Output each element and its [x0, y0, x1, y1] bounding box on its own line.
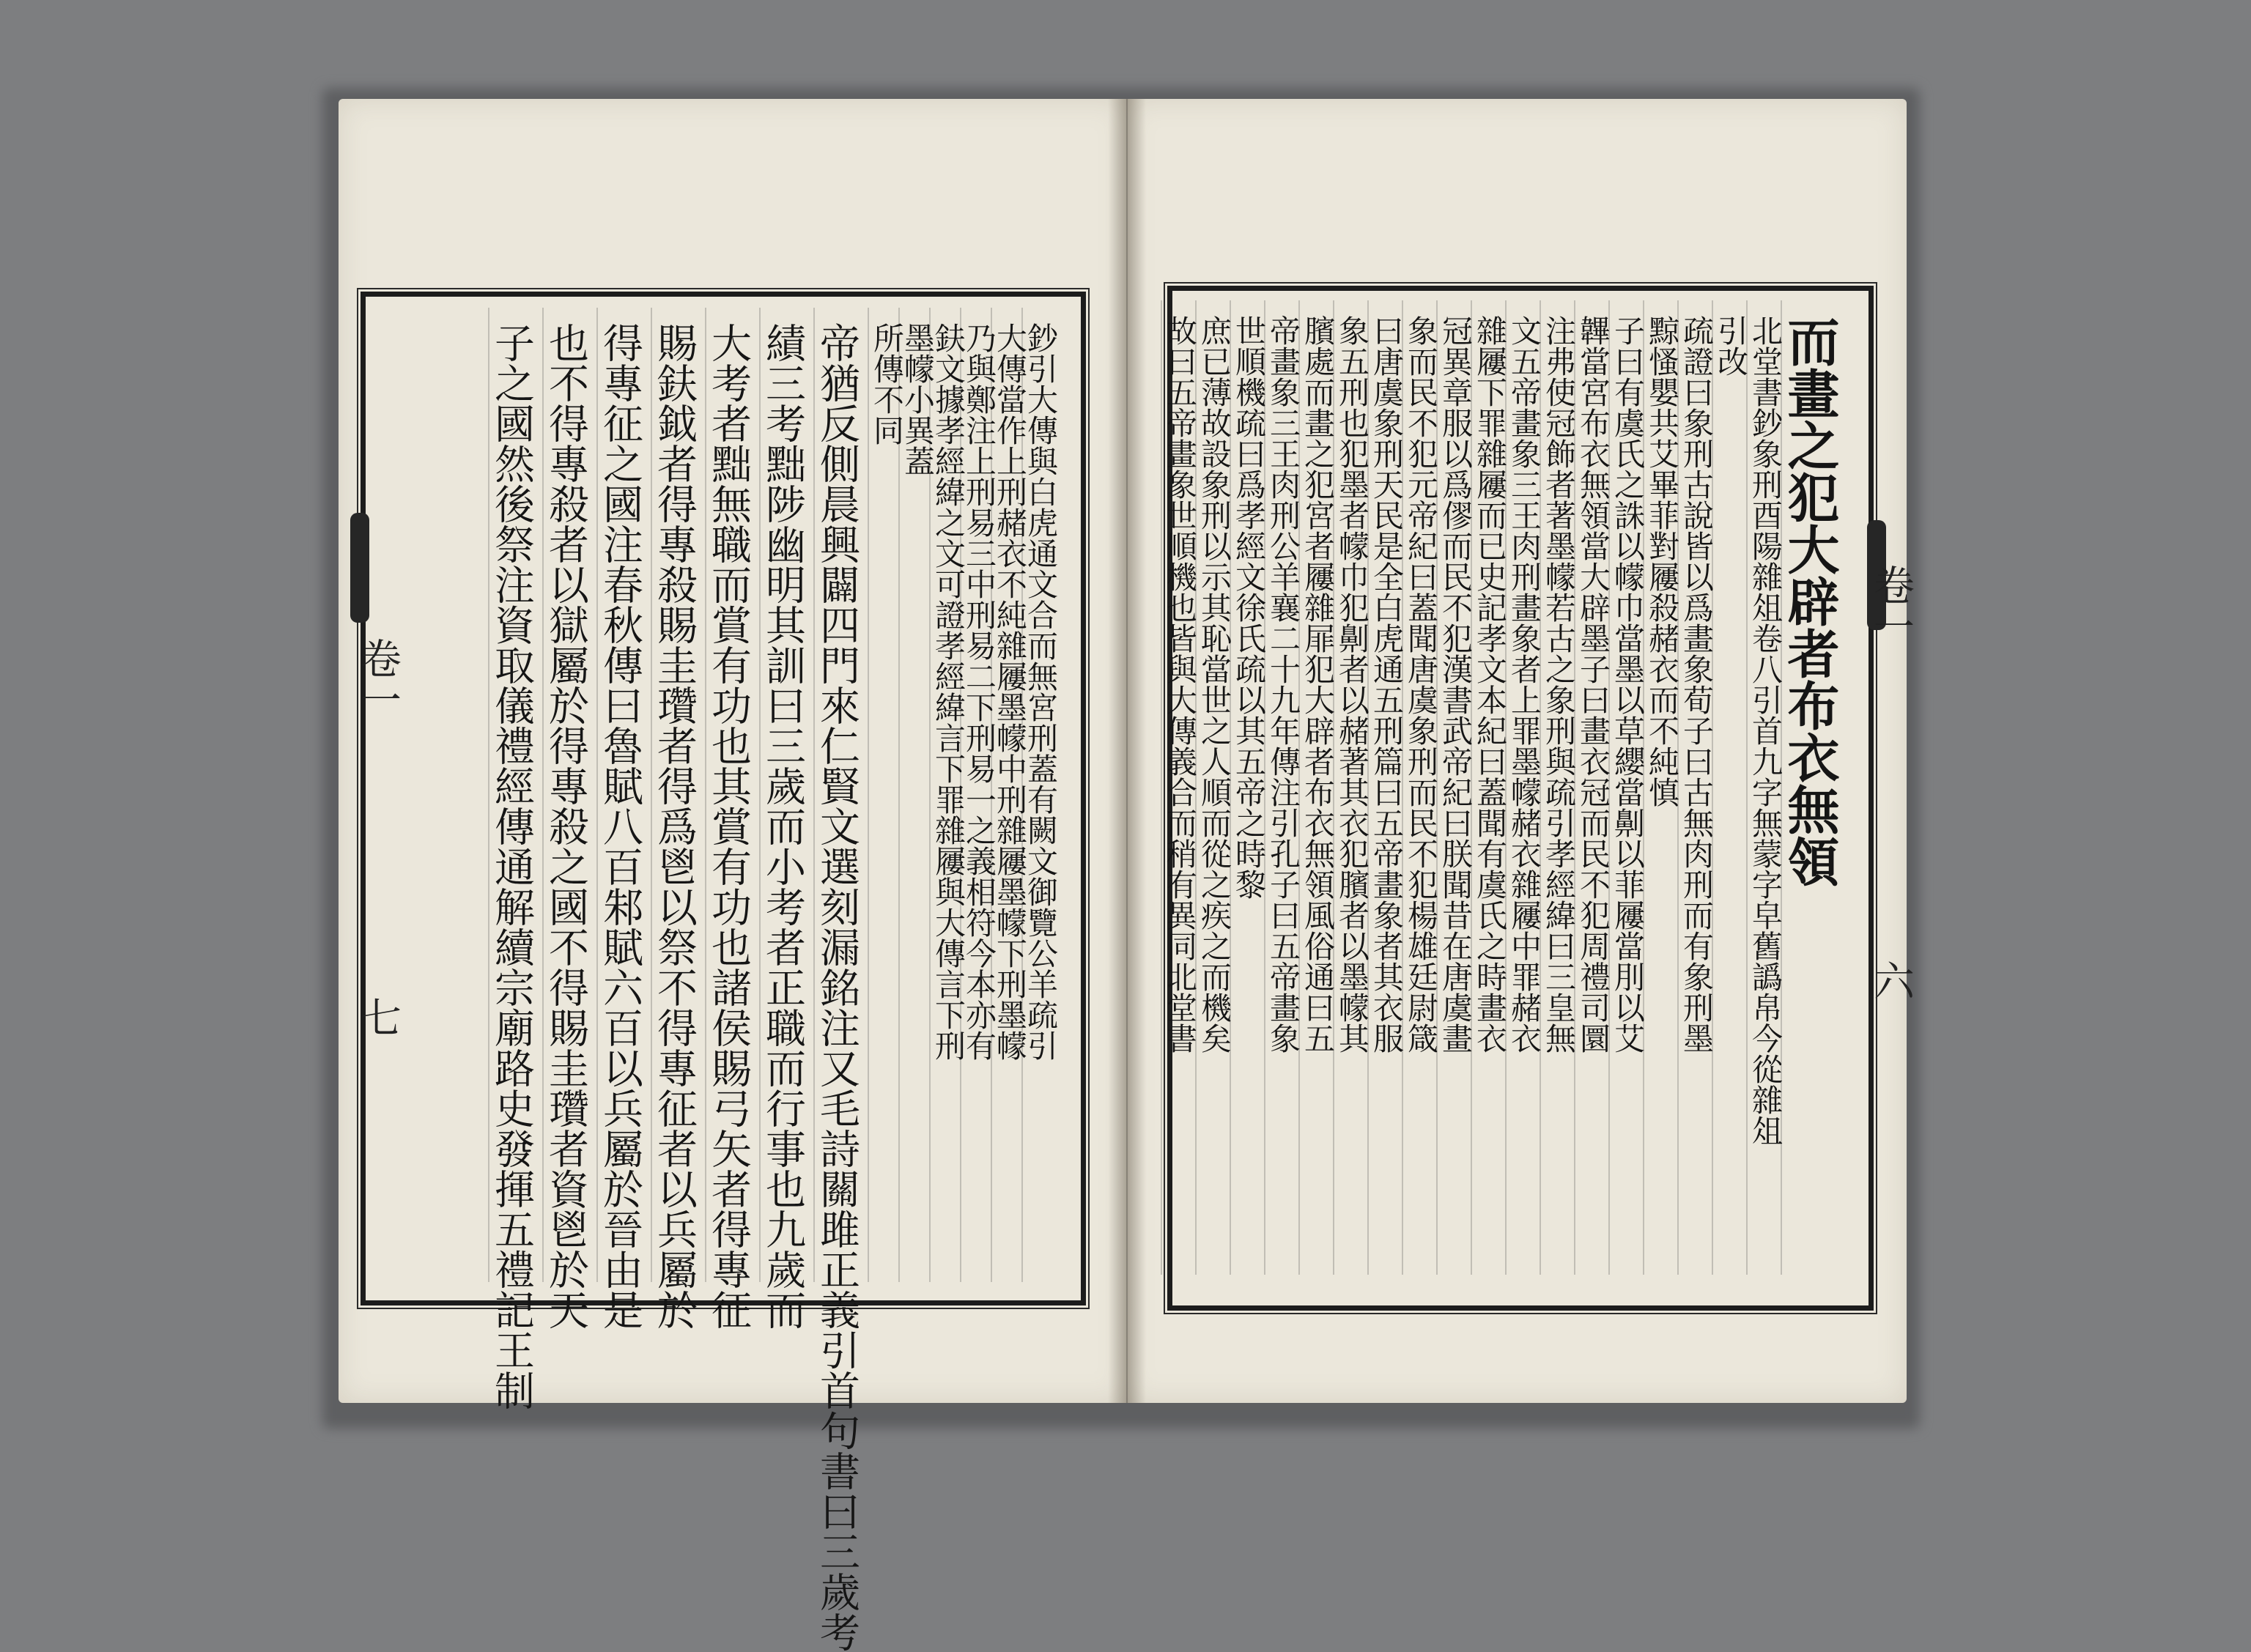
left_page-text-column: 大傳當作上刑赭衣不純雜屨墨幪中刑雜屨墨幪下刑墨幪	[992, 322, 1028, 1061]
left_page-column-rule	[542, 308, 544, 1282]
left-center-label: 卷一	[354, 637, 402, 719]
right_page-text-column: 曰唐虞象刑天民是全白虎通五刑篇曰五帝畫象者其衣服	[1369, 315, 1405, 1053]
right_page-column-rule	[1161, 300, 1162, 1275]
right_page-text-column: 引改	[1713, 315, 1749, 377]
right_page-text-column: 雜屨下罪雜屨而已史記孝文本紀曰蓋聞有虞氏之時畫衣	[1472, 315, 1508, 1053]
right_page-text-column: 文五帝畫象三王肉刑畫象者上罪墨幪赭衣雜屨中罪赭衣	[1507, 315, 1542, 1053]
left_page-text-column: 鈇文據孝經緯之文可證孝經緯言下罪雜屨與大傳言下刑	[931, 322, 966, 1061]
right_page-column-rule	[1746, 300, 1748, 1275]
left-fishtail-mark	[350, 513, 369, 623]
left_page-column-rule	[651, 308, 652, 1282]
left_page-column-rule	[898, 308, 900, 1282]
left_page-column-rule	[759, 308, 761, 1282]
left_page-column-rule	[868, 308, 869, 1282]
right_page-text-column: 北堂書鈔象刑酉陽雜俎卷八引首九字無蒙字皁舊譌帛今從雜俎	[1748, 315, 1784, 1146]
left_page-text-column: 得專征之國注春秋傳曰魯賦八百邾賦六百以兵屬於晉由是	[596, 322, 643, 1330]
left_page-text-column: 大考者黜無職而賞有功也其賞有功也諸侯賜弓矢者得專征	[705, 322, 752, 1330]
left_page-text-column: 績三考黜陟幽明其訓曰三歲而小考者正職而行事也九歲而	[759, 322, 806, 1330]
right_page-text-column: 象而民不犯元帝紀曰蓋聞唐虞象刑而民不犯楊雄廷尉箴	[1403, 315, 1439, 1053]
right_page-text-column: 象五刑也犯墨者幪巾犯劓者以赭著其衣犯臏者以墨幪其	[1334, 315, 1370, 1053]
right_page-text-column: 臏處而畫之犯宮者屨雜屝犯大辟者布衣無領風俗通曰五	[1300, 315, 1336, 1053]
left_page-text-column: 賜鈇鉞者得專殺賜圭瓚者得爲鬯以祭不得專征者以兵屬於	[651, 322, 698, 1330]
left_page-text-column: 子之國然後祭注資取儀禮經傳通解續宗廟路史發揮五禮記王制	[488, 322, 535, 1410]
left_page-text-column: 帝猶反側晨興闢四門來仁賢文選刻漏銘注又毛詩關雎正義引首句書曰三歲考	[813, 322, 860, 1652]
right_page-text-column: 子曰有虞氏之誅以幪巾當墨以草纓當劓以菲屨當刖以艾	[1610, 315, 1646, 1053]
left_page-text-column: 所傳不同	[869, 322, 905, 445]
right_page-text-column: 疏證曰象刑古說皆以爲畫象荀子曰古無肉刑而有象刑墨	[1679, 315, 1715, 1053]
left_page-text-column: 乃與鄭注上刑易三中刑易二下刑易一之義相符今本亦有	[961, 322, 997, 1061]
left_page-text-column: 也不得專殺者以獄屬於得專殺之國不得賜圭瓚者資鬯於天	[542, 322, 589, 1330]
right_page-text-column: 而畫之犯大辟者布衣無領	[1779, 315, 1841, 887]
book-gutter	[1108, 99, 1146, 1403]
right_page-text-column: 庶已薄故設象刑以示其恥當世之人順而從之疾之而機矣	[1197, 315, 1232, 1053]
left_page-column-rule	[596, 308, 598, 1282]
right-folio-number: 六	[1867, 960, 1915, 1001]
right_page-text-column: 世順機疏曰爲孝經文徐氏疏以其五帝之時黎	[1231, 315, 1267, 900]
left_page-text-column: 鈔引大傳與白虎通文合而無宮刑蓋有闕文御覽公羊疏引	[1023, 322, 1059, 1061]
right_page-text-column: 黥慅嬰共艾畢菲對屨殺赭衣而不純慎	[1644, 315, 1680, 807]
right-center-label: 卷一	[1867, 564, 1915, 646]
right_page-text-column: 冠異章服以爲僇而民不犯漢書武帝紀曰朕聞昔在唐虞畫	[1438, 315, 1474, 1053]
left_page-column-rule	[705, 308, 706, 1282]
left_page-column-rule	[488, 308, 489, 1282]
right_page-text-column: 帝畫象三王肉刑公羊襄二十九年傳注引孔子曰五帝畫象	[1265, 315, 1301, 1053]
left_page-text-column: 墨幪小異蓋	[900, 322, 936, 476]
right_page-text-column: 故曰五帝畫象世順機也皆與大傳義合而稍有異同北堂書	[1162, 315, 1198, 1053]
right_page-text-column: 注弗使冠飾者著墨幪若古之象刑與疏引孝經緯曰三皇無	[1541, 315, 1577, 1053]
left_page-column-rule	[813, 308, 815, 1282]
right_page-text-column: 韠當宮布衣無領當大辟墨子曰畫衣冠而民不犯周禮司圜	[1575, 315, 1611, 1053]
left-folio-number: 七	[354, 996, 402, 1037]
